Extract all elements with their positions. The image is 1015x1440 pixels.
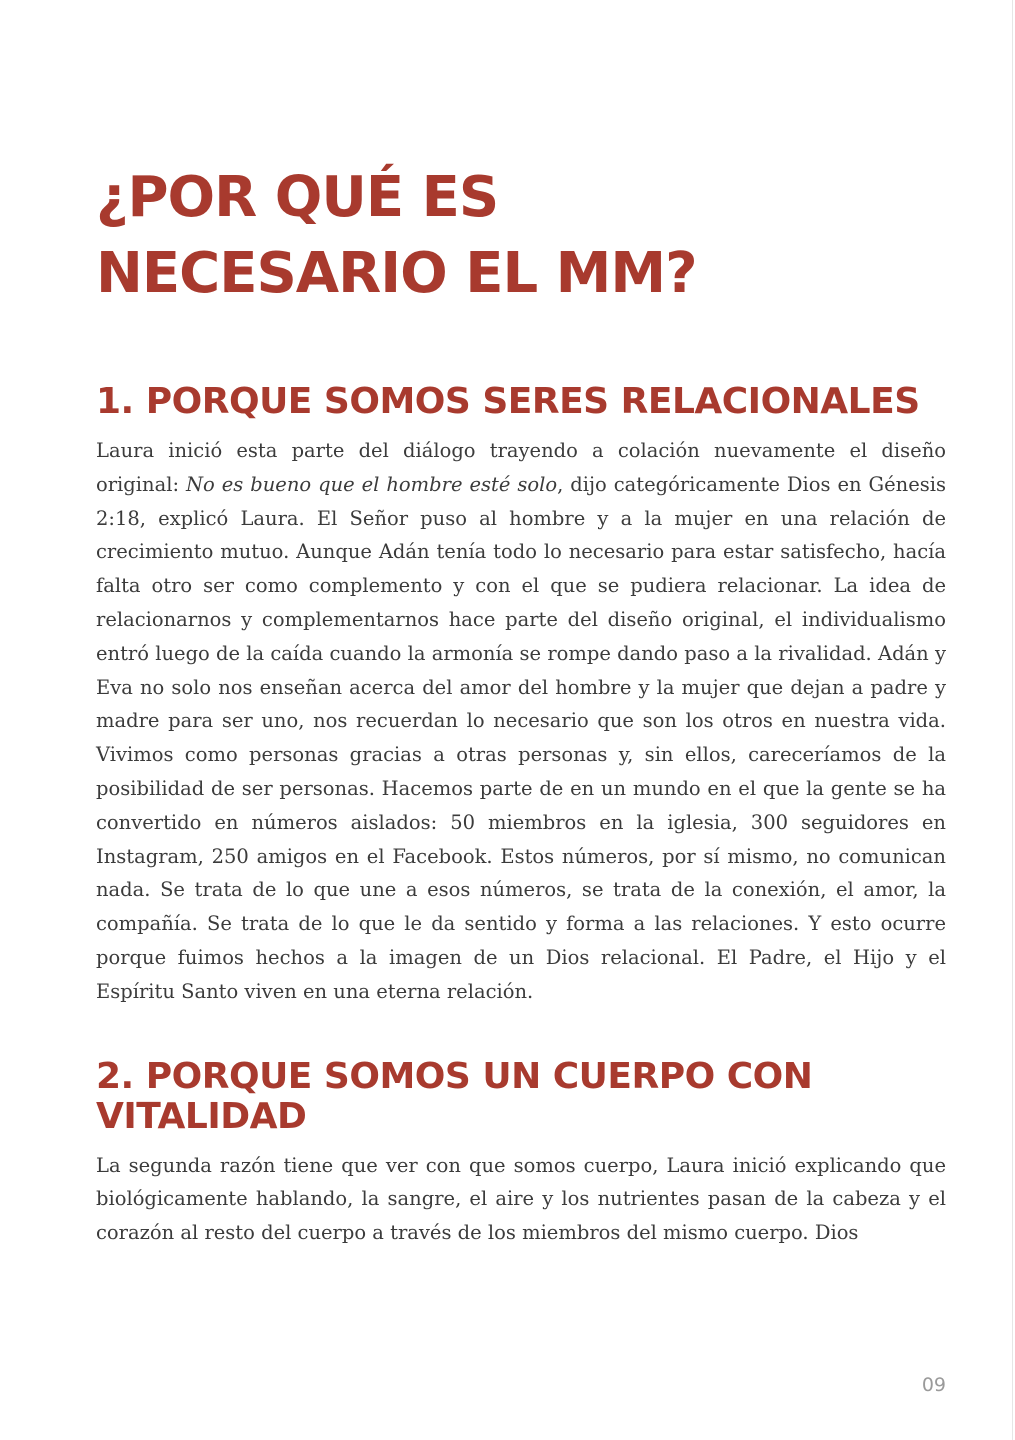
page-title-line-2: NECESARIO EL MM? [96,241,697,306]
section-1-scripture-quote: No es bueno que el hombre esté solo [185,472,558,496]
section-2-paragraph: La segunda razón tiene que ver con que somos cuerpo, Laura inició explicando que biológicamente hablando, la sangre, el aire y los nutrientes pasan de la cabeza y el corazón al resto del cuerpo a través de los miembros del mismo cuerpo. Dios [96,1153,946,1245]
page-content [96,160,946,1250]
page-title [96,160,946,312]
section-1-heading: 1. PORQUE SOMOS SERES RELACIONALES [96,381,920,422]
section-body-vitality [96,1057,946,1250]
page-title-line-1: ¿POR QUÉ ES [96,165,499,230]
section-relational-beings [96,382,946,1009]
section-1-body-text: , dijo categóricamente Dios en Génesis 2:18, explicó Laura. El Señor puso al hombre y a la mujer en una relación de crecimiento mutuo. Aunque Adán tenía todo lo necesario para estar satisfecho, hacía falta otro ser como complemento y con el que se pudiera relacionar. La idea de relacionarnos y complementarnos hace parte del diseño original, el individualismo entró luego de la caída cuando la armonía se rompe dando paso a la rivalidad. Adán y Eva no solo nos enseñan acerca del amor del hombre y la mujer que dejan a padre y madre para ser uno, nos recuerdan lo necesario que son los otros en nuestra vida. Vivimos como personas gracias a otras personas y, sin ellos, careceríamos de la posibilidad de ser personas. Hacemos parte de en un mundo en el que la gente se ha convertido en números aislados: 50 miembros en la iglesia, 300 seguidores en Instagram, 250 amigos en el Facebook. Estos números, por sí mismo, no comunican nada. Se trata de lo que une a esos números, se trata de la conexión, el amor, la compañía. Se trata de lo que le da sentido y forma a las relaciones. Y esto ocurre porque fuimos hechos a la imagen de un Dios relacional. El Padre, el Hijo y el Espíritu Santo viven en una eterna relación. [96,472,946,1003]
section-1-intro-text: Laura inició esta parte del diálogo trayendo a colación nuevamente el diseño original: [96,439,946,496]
section-2-heading: 2. PORQUE SOMOS UN CUERPO CON VITALIDAD [96,1055,813,1137]
page-edge-divider [1012,0,1013,1440]
page-number: 09 [921,1374,946,1396]
section-1-paragraph [96,434,946,1009]
